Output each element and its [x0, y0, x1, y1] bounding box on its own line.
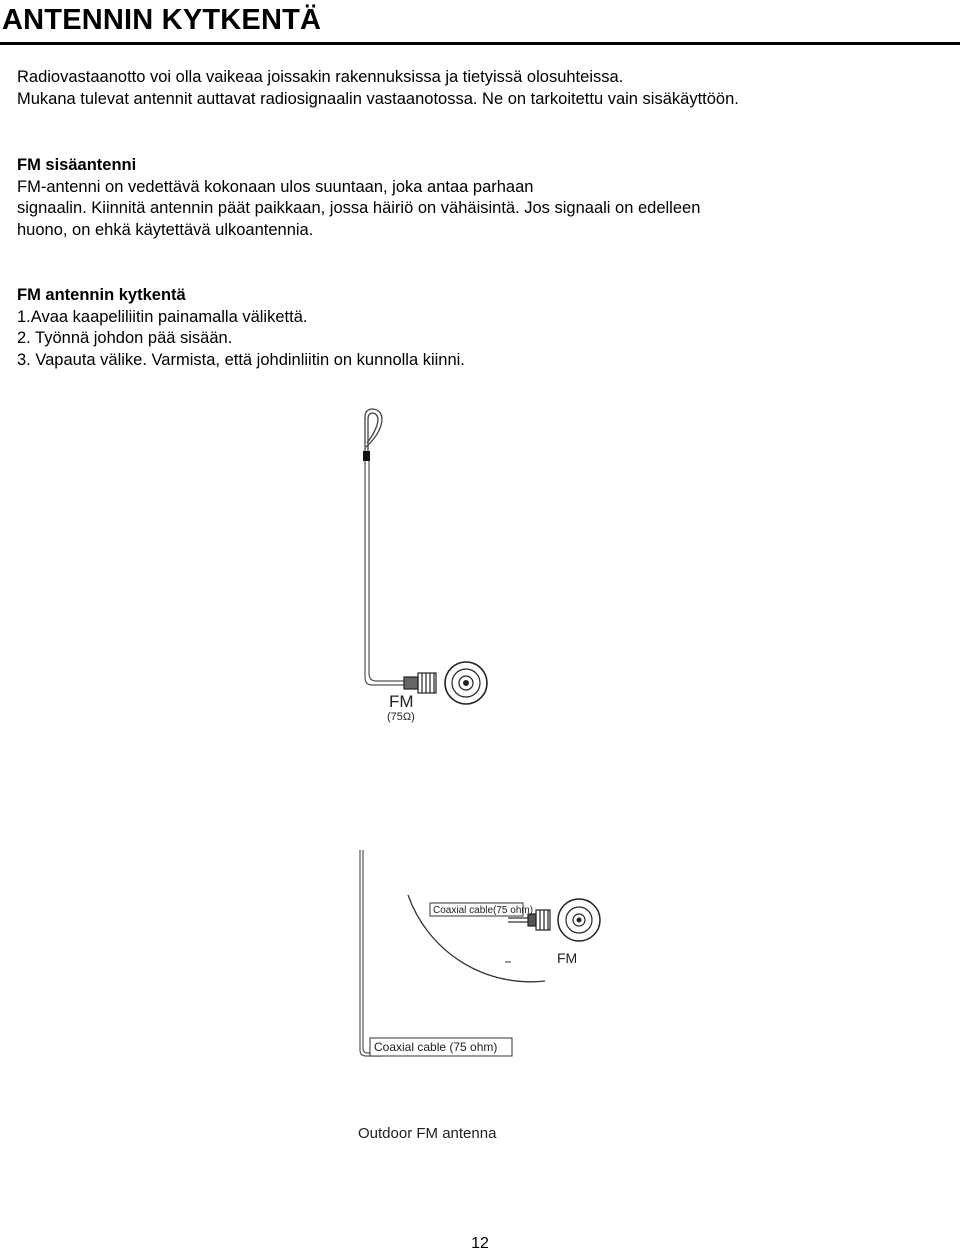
figure-caption: Outdoor FM antenna: [358, 1125, 497, 1142]
fm-indoor-line: signaalin. Kiinnitä antennin päät paikkaan, jossa häiriö on vähäisintä. Jos signaali on edelleen: [17, 199, 701, 217]
intro-paragraph: [17, 67, 947, 110]
intro-line: Mukana tulevat antennit auttavat radiosignaalin vastaanotossa. Ne on tarkoitettu vain sisäkäyttöön.: [17, 89, 739, 108]
cable-label: Coaxial cable (75 ohm): [374, 1040, 498, 1054]
coaxial-cable-line: [360, 850, 382, 1056]
zoom-fm-jack-icon: [558, 899, 600, 941]
connection-step: 3. Vapauta välike. Varmista, että johdinliitin on kunnolla kiinni.: [17, 350, 465, 369]
connection-step: 2. Työnnä johdon pää sisään.: [17, 329, 233, 347]
fm-indoor-heading: FM sisäantenni: [17, 156, 137, 174]
page-number: 12: [471, 1235, 489, 1252]
outdoor-antenna-figure: [350, 850, 620, 1150]
wire-clip: [363, 451, 370, 461]
zoom-cable-line: [508, 918, 528, 922]
title-divider: [0, 42, 960, 45]
intro-line: Radiovastaanotto voi olla vaikeaa joissakin rakennuksissa ja tietyissä olosuhteissa.: [17, 68, 624, 86]
zoom-jack-label: FM: [557, 950, 578, 966]
zoom-cable-label: Coaxial cable(75 ohm): [433, 905, 534, 916]
antenna-wire: [365, 461, 404, 685]
fm-indoor-section: [17, 155, 947, 241]
connector-plug-icon: [404, 673, 436, 693]
connection-step: 1.Avaa kaapeliliitin painamalla välikettä.: [17, 307, 308, 326]
page-title: ANTENNIN KYTKENTÄ: [2, 4, 322, 36]
jack-label: FM: [389, 692, 414, 711]
fm-indoor-line: FM-antenni on vedettävä kokonaan ulos suuntaan, joka antaa parhaan: [17, 177, 534, 196]
fm-indoor-line: huono, on ehkä käytettävä ulkoantennia.: [17, 220, 314, 239]
fm-jack-icon: [445, 662, 487, 704]
antenna-loop-icon: [365, 409, 382, 453]
fm-connection-heading: FM antennin kytkentä: [17, 286, 186, 304]
fm-connection-section: [17, 285, 947, 371]
impedance-label: (75Ω): [387, 711, 415, 723]
indoor-antenna-figure: [350, 405, 510, 735]
